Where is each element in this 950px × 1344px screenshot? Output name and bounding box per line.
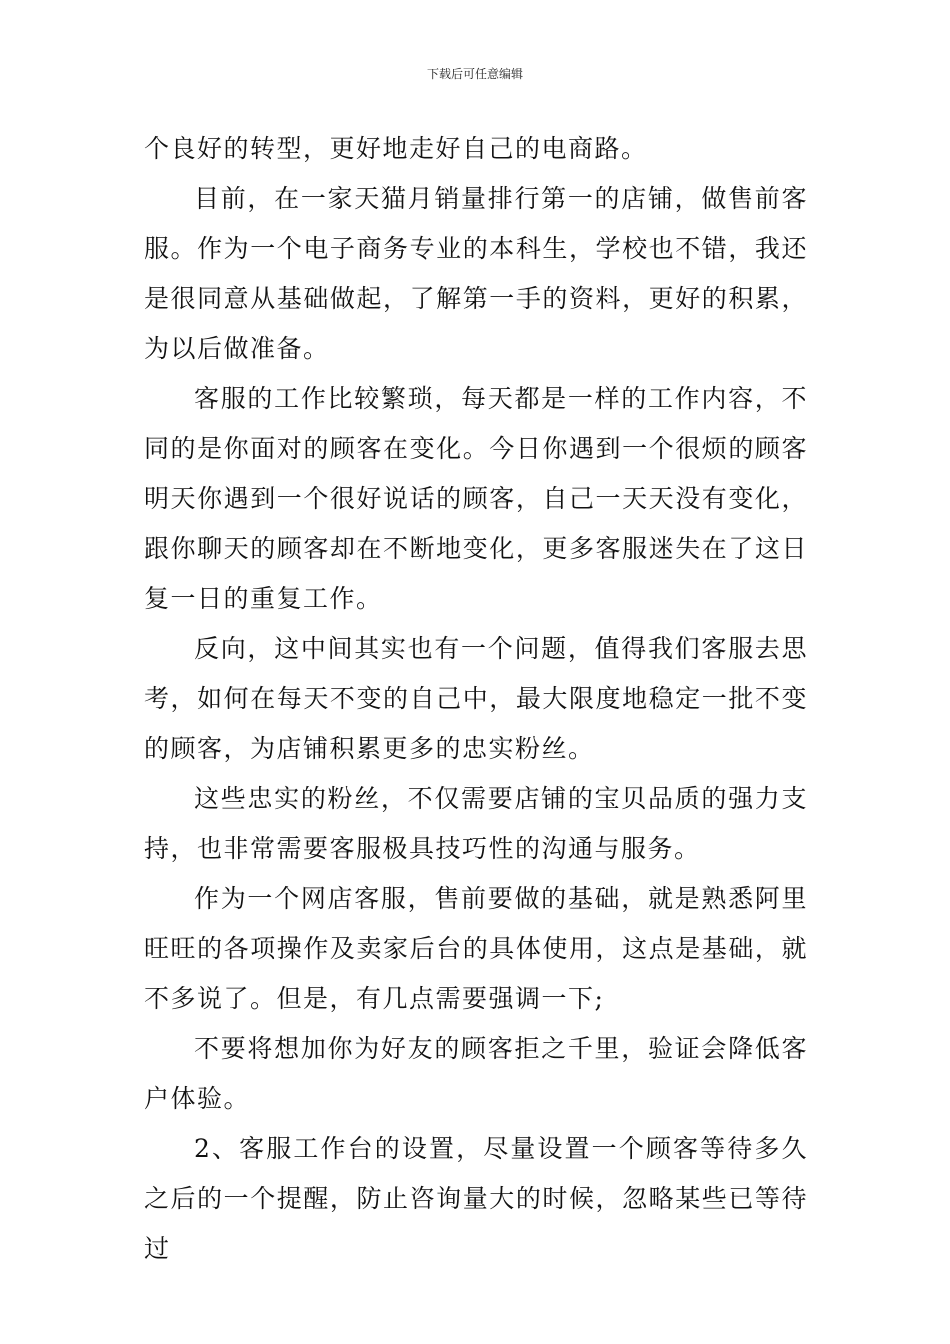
paragraph: 目前，在一家天猫月销量排行第一的店铺，做售前客服。作为一个电子商务专业的本科生，学校也不错，我还是很同意从基础做起，了解第一手的资料，更好的积累，为以后做准备。 [144,184,808,363]
paragraph: 反向，这中间其实也有一个问题，值得我们客服去思考，如何在每天不变的自己中，最大限度地稳定一批不变的顾客，为店铺积累更多的忠实粉丝。 [144,634,808,763]
paragraph: 这些忠实的粉丝，不仅需要店铺的宝贝品质的强力支持，也非常需要客服极具技巧性的沟通与服务。 [144,784,808,863]
document-body [144,124,808,1274]
paragraph: 客服的工作比较繁琐，每天都是一样的工作内容，不同的是你面对的顾客在变化。今日你遇到一个很烦的顾客明天你遇到一个很好说话的顾客，自己一天天没有变化，跟你聊天的顾客却在不断地变化，更多客服迷失在了这日复一日的重复工作。 [144,384,808,613]
paragraph: 2、客服工作台的设置，尽量设置一个顾客等待多久之后的一个提醒，防止咨询量大的时候，忽略某些已等待过 [144,1134,808,1263]
paragraph: 不要将想加你为好友的顾客拒之千里，验证会降低客户体验。 [144,1034,808,1113]
paragraph: 作为一个网店客服，售前要做的基础，就是熟悉阿里旺旺的各项操作及卖家后台的具体使用，这点是基础，就不多说了。但是，有几点需要强调一下; [144,884,808,1013]
paragraph-continuation: 个良好的转型，更好地走好自己的电商路。 [144,134,648,163]
header-note: 下载后可任意编辑 [426,67,523,81]
